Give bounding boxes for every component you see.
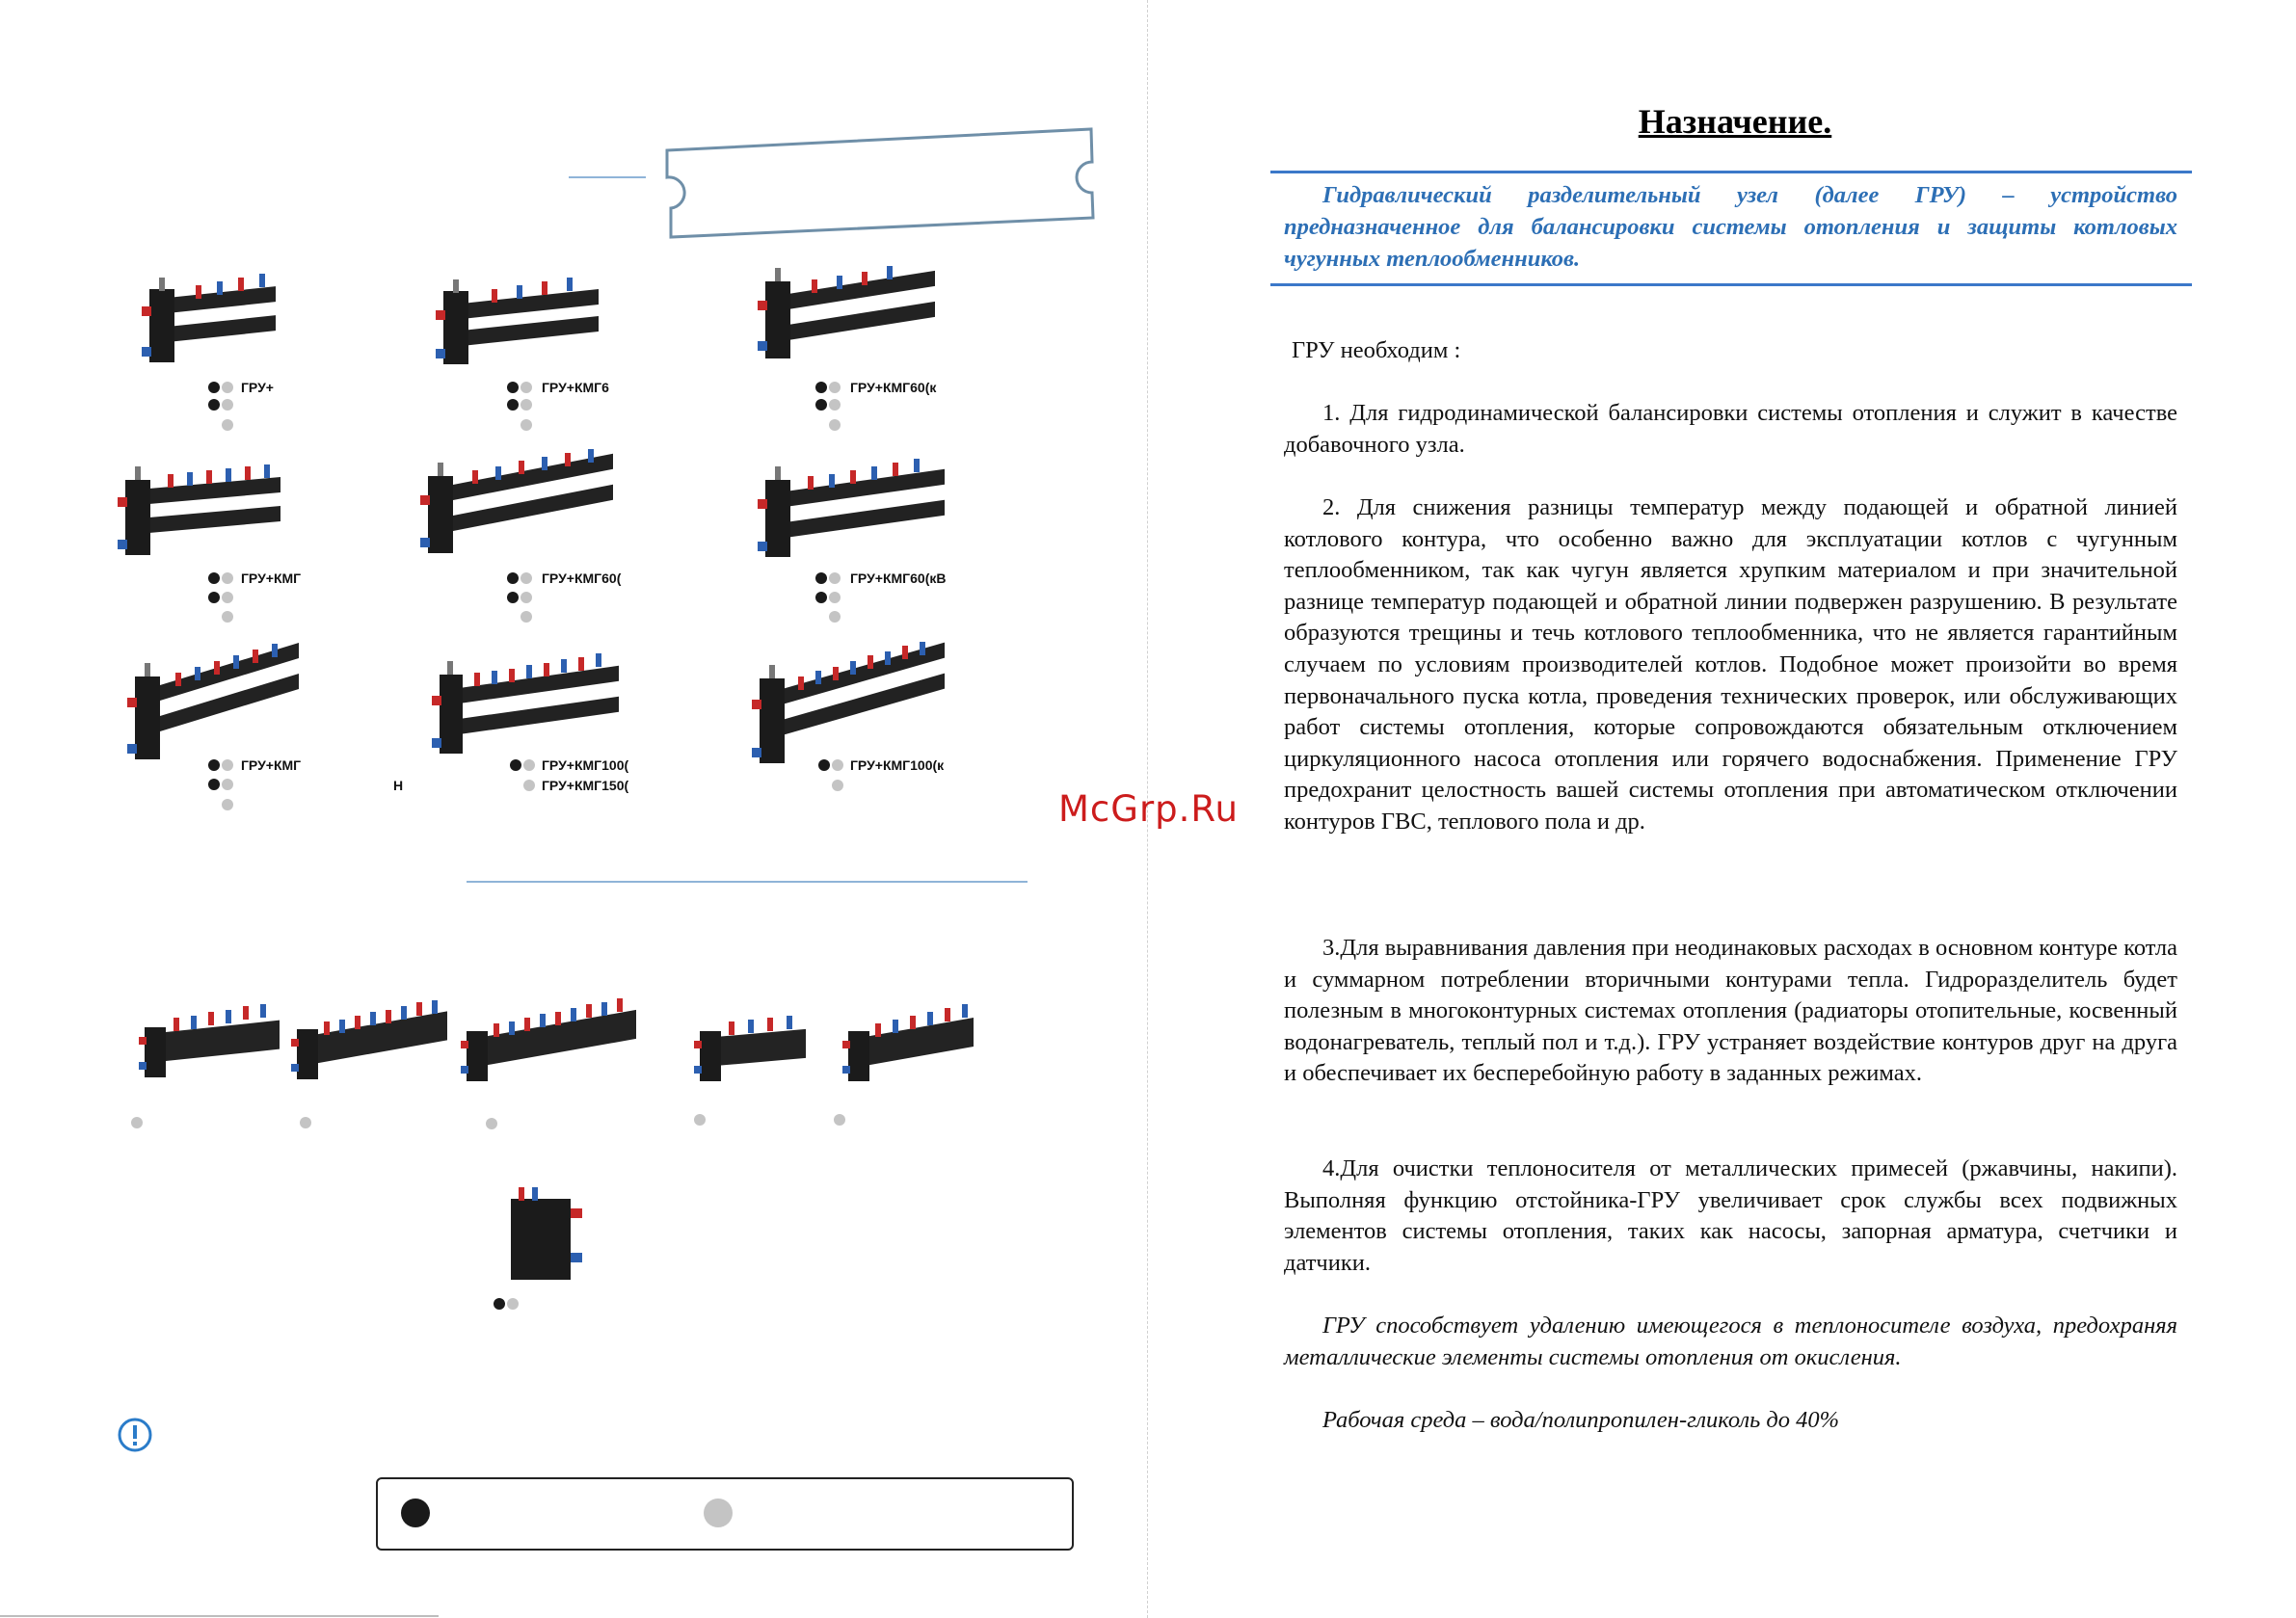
- product-label-secondary: ГРУ+КМГ150(: [542, 778, 629, 793]
- section-divider-line: [467, 881, 1028, 883]
- intro-paragraph: Гидравлический разделительный узел (далее ГРУ) – устройство предназначенное для балансировки системы отопления и защиты котловых чугунных теплообменников.: [1284, 182, 2177, 272]
- color-dot-grey: [829, 572, 841, 584]
- color-dot-grey: [523, 759, 535, 771]
- color-dot-grey: [523, 780, 535, 791]
- color-dot-grey: [222, 779, 233, 790]
- color-dot-grey: [829, 419, 841, 431]
- color-dot-grey: [222, 399, 233, 411]
- product-image-gru: [140, 268, 284, 376]
- product-image-compact-2: [291, 996, 451, 1087]
- color-dot-grey: [521, 399, 532, 411]
- paragraph-2: 2. Для снижения разницы температур между подающей и обратной линией котлового контура, что особенно важно для эксплуатации котлов с чугунным теплообменником, так как чугун является хрупким материалом и при значительной разнице температур подающей и обратной линии подвержен разрушению. В результате образуются трещины и течь котлового теплообменника, что не является гарантийным случаем по условиям производителей котлов. Подобное может произойти во время первоначального пуска котла, проведения технических проверок, или обслуживающих работ системы отопления, которые сопровождаются обязательным отключением циркуляционного насоса отопления или горячего водоснабжения. Применение ГРУ предохранит целостность вашей системы отопления при автоматическом отключении контуров ГВС, теплового пола и др.: [1284, 494, 2177, 835]
- paragraph-1: 1. Для гидродинамической балансировки системы отопления и служит в качестве добавочного узла.: [1284, 400, 2177, 458]
- color-dot-black: [507, 572, 519, 584]
- color-dot-black: [815, 399, 827, 411]
- paragraph-4: 4.Для очистки теплоносителя от металлических примесей (ржавчины, накипи). Выполняя функцию отстойника-ГРУ увеличивает срок службы всех подвижных элементов системы отопления, таких как насосы, запорная арматура, счетчики и датчики.: [1284, 1155, 2177, 1276]
- product-image-gru-kmg100k: [752, 636, 950, 777]
- product-label: ГРУ+КМГ: [241, 570, 302, 586]
- product-image-gru-kmg60: [418, 443, 621, 569]
- product-image-compact-3: [461, 996, 640, 1089]
- paragraph-3: 3.Для выравнивания давления при неодинаковых расходах в основном контуре котла и суммарном потреблении вторичными контурами тепла. Гидроразделитель будет полезным в многоконтурных системах отопления (радиаторы отопительные, косвенный водонагреватель, теплый пол и т.д.). ГРУ устраняет воздействие контуров друг на друга и обеспечивает их бесперебойную работу в заданных режимах.: [1284, 935, 2177, 1087]
- color-dot-grey: [521, 611, 532, 623]
- product-image-compact-1: [139, 998, 283, 1085]
- lead-text: ГРУ необходим :: [1292, 337, 1461, 363]
- product-label: ГРУ+КМГ6: [542, 380, 609, 395]
- color-dot-black: [208, 592, 220, 603]
- product-image-gru-kmg60kv: [758, 453, 950, 574]
- color-dot-grey: [521, 382, 532, 393]
- header-accent-line: [569, 176, 646, 178]
- color-dot-grey: [834, 1114, 845, 1126]
- color-dot-black: [815, 382, 827, 393]
- color-dot-grey: [222, 419, 233, 431]
- color-dot-grey: [486, 1118, 497, 1129]
- intro-top-rule: [1270, 171, 2192, 173]
- product-label: ГРУ+: [241, 380, 274, 395]
- color-dot-grey: [222, 611, 233, 623]
- paragraph-6: Рабочая среда – вода/полипропилен-гликоль до 40%: [1322, 1407, 1840, 1433]
- legend-dot-black: [401, 1499, 430, 1527]
- product-image-gru-kmg-long: [125, 638, 305, 773]
- product-image-gru-kmg100: [432, 648, 625, 767]
- color-dot-grey: [832, 780, 843, 791]
- color-legend-box: [376, 1477, 1074, 1551]
- color-dot-black: [208, 779, 220, 790]
- color-dot-grey: [829, 399, 841, 411]
- page-title: Назначение.: [1638, 102, 1832, 141]
- title-banner-frame: [659, 123, 1095, 245]
- product-image-gru-kmg: [116, 457, 289, 569]
- color-dot-grey: [694, 1114, 706, 1126]
- color-dot-grey: [222, 572, 233, 584]
- product-label: ГРУ+КМГ100(: [542, 757, 629, 773]
- watermark: McGrp.Ru: [1058, 788, 1239, 830]
- color-dot-grey: [832, 759, 843, 771]
- color-dot-grey: [222, 799, 233, 810]
- color-dot-grey: [300, 1117, 311, 1128]
- product-image-compact-4: [694, 1002, 810, 1089]
- color-dot-grey: [222, 382, 233, 393]
- bottom-rule: [0, 1615, 439, 1617]
- color-dot-grey: [829, 382, 841, 393]
- product-label: ГРУ+КМГ60(к: [850, 380, 937, 395]
- color-dot-black: [507, 592, 519, 603]
- product-side-note: Н: [393, 778, 404, 793]
- color-dot-grey: [507, 1298, 519, 1310]
- color-dot-black: [510, 759, 521, 771]
- color-dot-grey: [131, 1117, 143, 1128]
- color-dot-black: [815, 572, 827, 584]
- color-dot-grey: [222, 759, 233, 771]
- color-dot-black: [208, 399, 220, 411]
- product-label: ГРУ+КМГ: [241, 757, 302, 773]
- color-dot-grey: [521, 419, 532, 431]
- color-dot-black: [494, 1298, 505, 1310]
- color-dot-black: [815, 592, 827, 603]
- color-dot-black: [818, 759, 830, 771]
- product-image-gru-kmg6: [434, 272, 607, 376]
- color-dot-grey: [521, 572, 532, 584]
- color-dot-black: [208, 382, 220, 393]
- color-dot-black: [208, 572, 220, 584]
- legend-dot-grey: [704, 1499, 733, 1527]
- color-dot-grey: [829, 611, 841, 623]
- product-image-compact-5: [842, 998, 977, 1089]
- color-dot-grey: [222, 592, 233, 603]
- product-label: ГРУ+КМГ60(кВ: [850, 570, 947, 586]
- color-dot-grey: [829, 592, 841, 603]
- color-dot-black: [507, 382, 519, 393]
- product-label: ГРУ+КМГ60(: [542, 570, 622, 586]
- product-image-separator: [503, 1183, 590, 1284]
- color-dot-black: [208, 759, 220, 771]
- product-label: ГРУ+КМГ100(к: [850, 757, 945, 773]
- product-image-gru-kmg60k: [758, 256, 941, 376]
- warning-icon: [117, 1417, 153, 1453]
- color-dot-grey: [521, 592, 532, 603]
- paragraph-5: ГРУ способствует удалению имеющегося в теплоносителе воздуха, предохраняя металлические элементы системы отопления от окисления.: [1284, 1313, 2177, 1370]
- color-dot-black: [507, 399, 519, 411]
- intro-bottom-rule: [1270, 283, 2192, 286]
